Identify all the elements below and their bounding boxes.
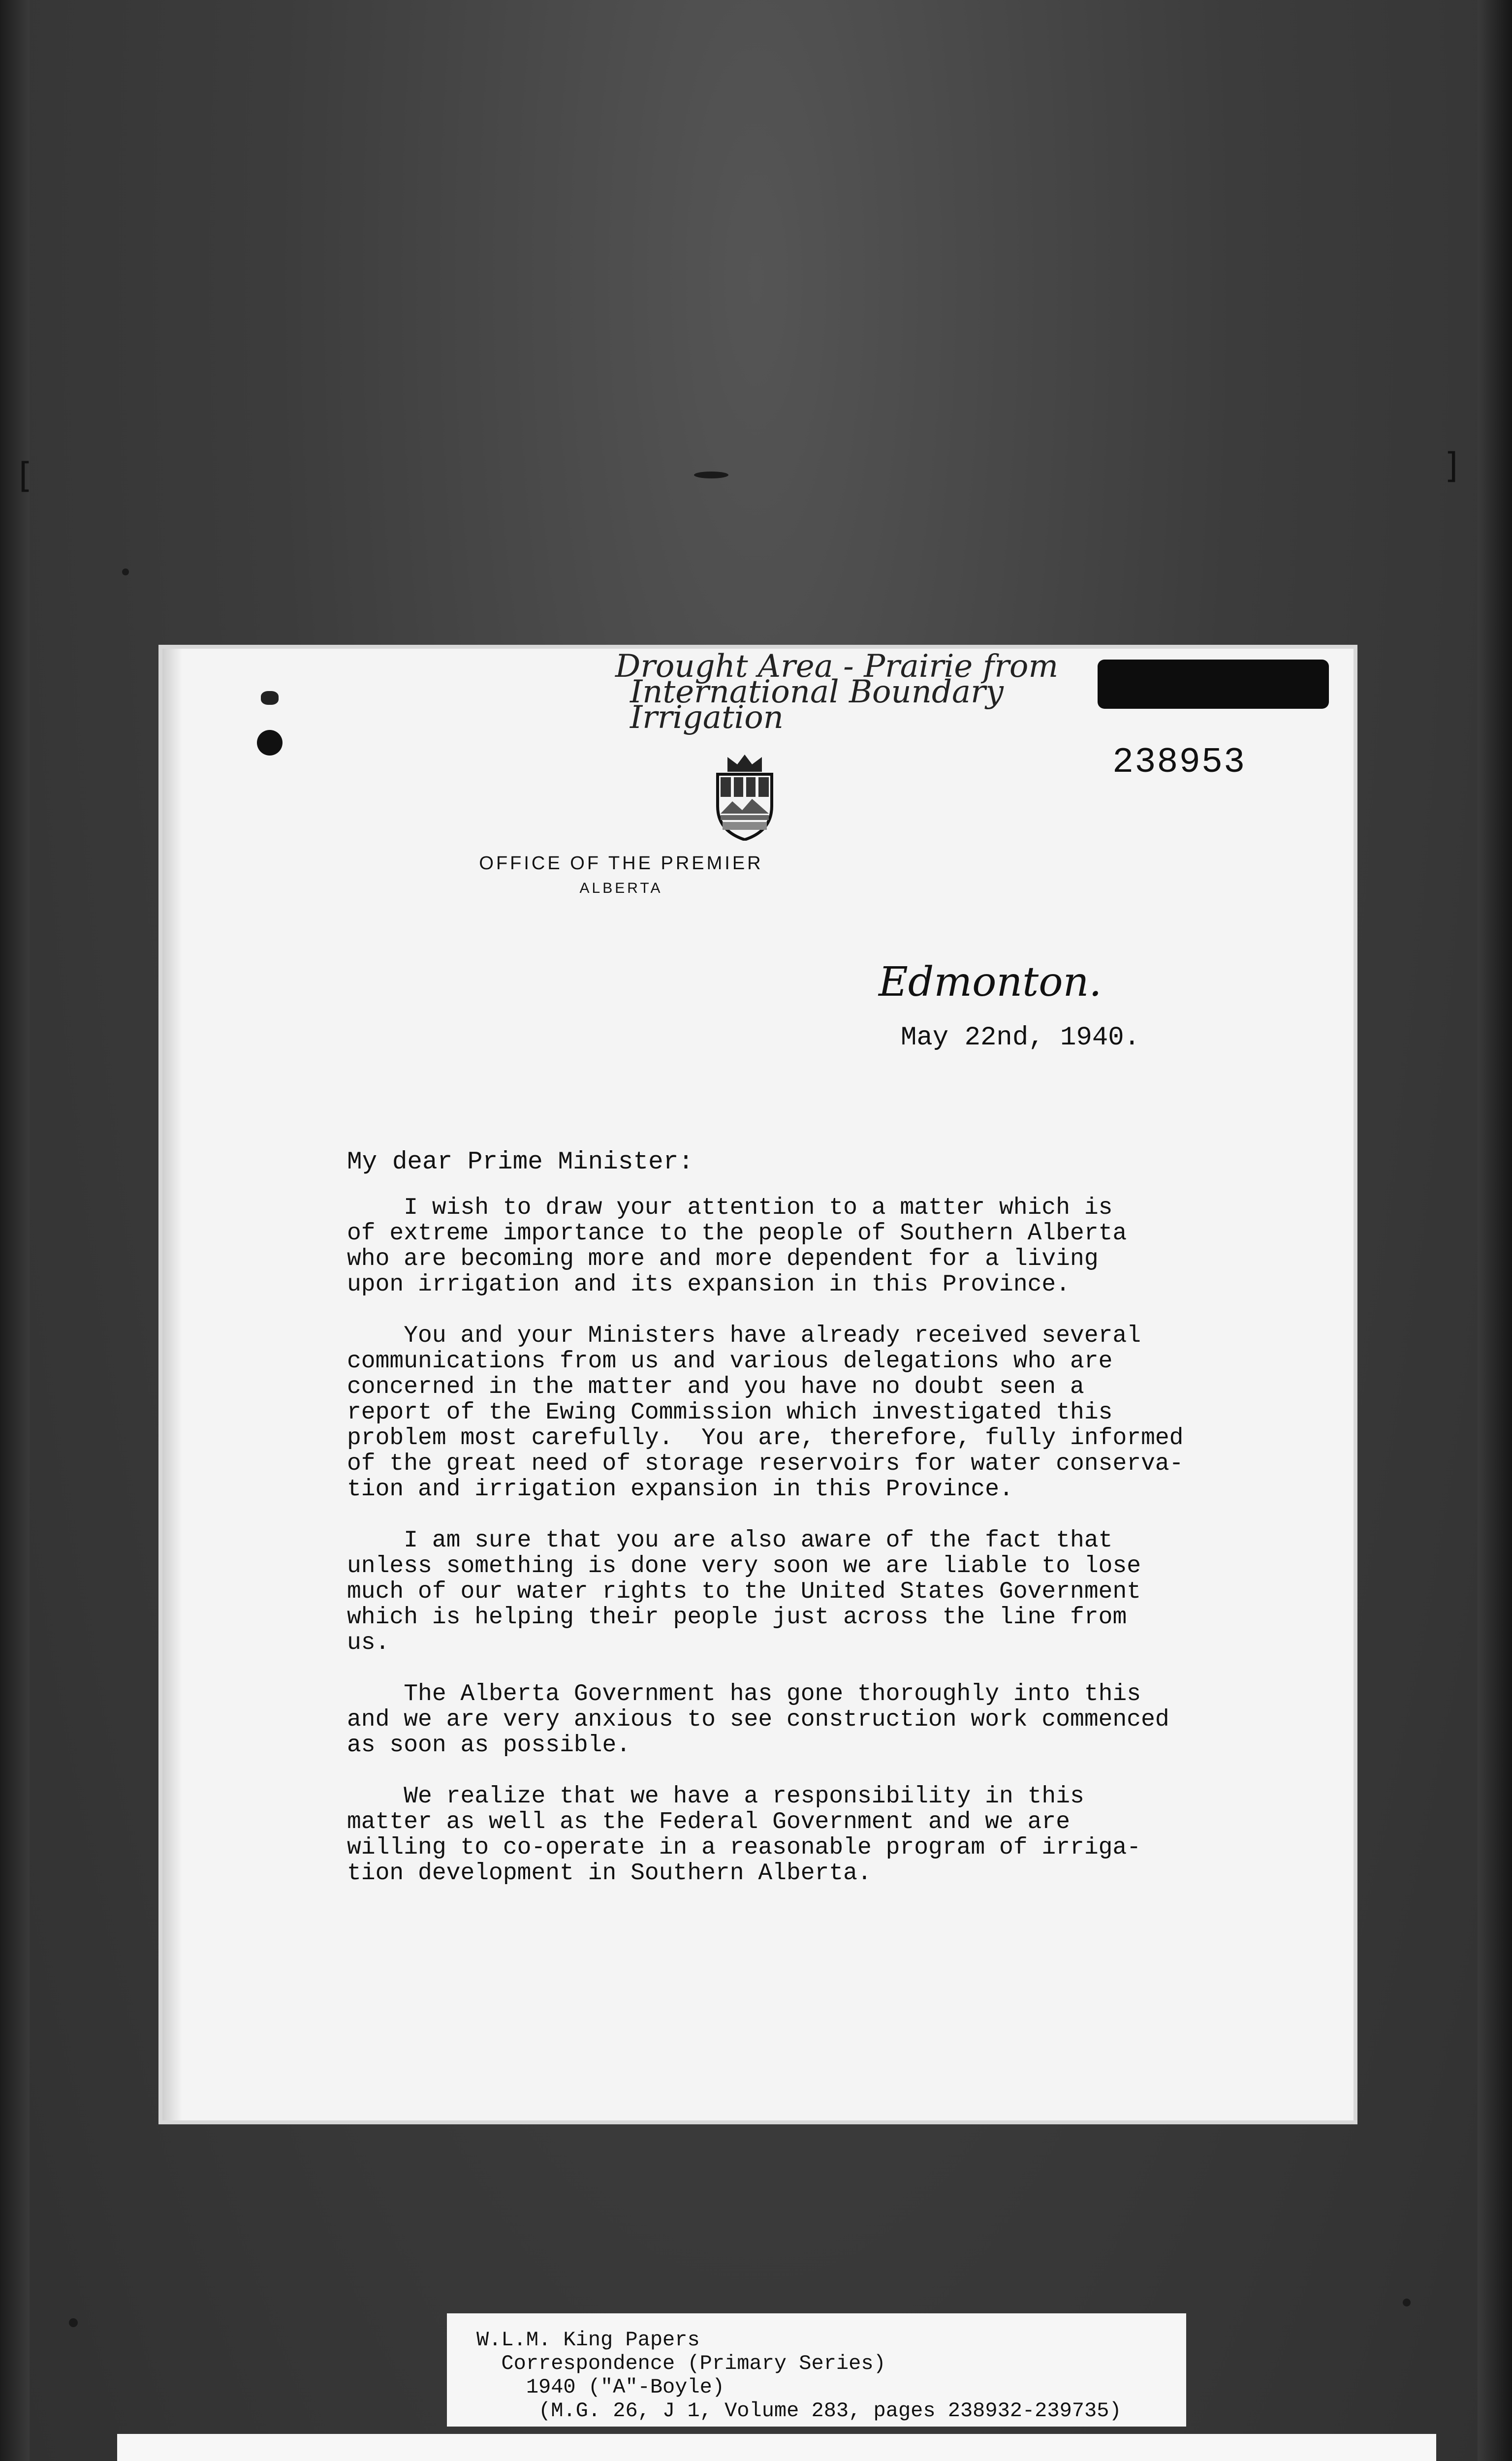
paragraph (347, 1681, 1282, 1758)
catalog-line: W.L.M. King Papers (476, 2328, 700, 2352)
punch-hole-top (261, 691, 279, 705)
handwritten-line: International Boundary (630, 674, 1004, 710)
catalog-line: Correspondence (Primary Series) (476, 2352, 886, 2375)
frame-mark-right: ] (1442, 445, 1463, 486)
text-line: upon irrigation and its expansion in this Province. (347, 1271, 1071, 1298)
letter-place: Edmonton. (879, 959, 1102, 1006)
film-speck (122, 568, 129, 575)
film-edge-right (1478, 0, 1512, 2461)
punch-hole (257, 730, 283, 756)
handwritten-line: Irrigation (630, 699, 784, 736)
text-line: I wish to draw your attention to a matter which is (347, 1195, 1113, 1221)
letter-body (347, 1195, 1282, 1912)
text-line: unless something is done very soon we are liable to lose (347, 1553, 1141, 1579)
catalog-line: 1940 ("A"-Boyle) (476, 2375, 725, 2399)
paragraph (347, 1323, 1282, 1502)
text-line: tion development in Southern Alberta. (347, 1860, 872, 1887)
film-scratch (694, 472, 728, 478)
paragraph (347, 1784, 1282, 1886)
alberta-crest-icon (708, 752, 782, 841)
archives-banner (117, 2434, 1436, 2461)
text-line: report of the Ewing Commission which investigated this (347, 1399, 1113, 1426)
text-line: matter as well as the Federal Government and we are (347, 1809, 1071, 1835)
text-line: us. (347, 1630, 390, 1656)
text-line: who are becoming more and more dependent for a living (347, 1246, 1099, 1272)
text-line: tion and irrigation expansion in this Province. (347, 1476, 1013, 1503)
film-speck (1403, 2299, 1411, 2306)
text-line: You and your Ministers have already received several (347, 1323, 1141, 1349)
text-line: willing to co-operate in a reasonable program of irriga- (347, 1834, 1141, 1861)
paragraph (347, 1195, 1282, 1297)
text-line: concerned in the matter and you have no doubt seen a (347, 1374, 1084, 1400)
salutation: My dear Prime Minister: (347, 1148, 693, 1176)
letterhead-subtitle: ALBERTA (579, 880, 663, 896)
redaction-mark (1098, 660, 1329, 709)
film-edge-left (0, 0, 30, 2461)
text-line: of the great need of storage reservoirs for water conserva- (347, 1451, 1184, 1477)
letterhead (162, 853, 1080, 897)
catalog-label (447, 2313, 1186, 2427)
handwritten-line: Drought Area - Prairie from (615, 648, 1059, 685)
catalog-line: (M.G. 26, J 1, Volume 283, pages 238932-239735) (476, 2399, 1122, 2423)
document-number: 238953 (1112, 742, 1246, 783)
text-line: problem most carefully. You are, therefore, fully informed (347, 1425, 1184, 1451)
text-line: as soon as possible. (347, 1732, 631, 1759)
text-line: which is helping their people just across the line from (347, 1604, 1127, 1631)
catalog-text (476, 2328, 1122, 2423)
film-speck (69, 2318, 78, 2327)
text-line: communications from us and various delegations who are (347, 1348, 1113, 1375)
letter-date: May 22nd, 1940. (901, 1023, 1140, 1053)
text-line: and we are very anxious to see construction work commenced (347, 1706, 1169, 1733)
text-line: of extreme importance to the people of Southern Alberta (347, 1220, 1127, 1247)
text-line: much of our water rights to the United States Government (347, 1578, 1141, 1605)
letterhead-title: OFFICE OF THE PREMIER (479, 853, 763, 874)
frame-mark-left: [ (14, 455, 35, 496)
text-line: We realize that we have a responsibility in this (347, 1783, 1084, 1810)
paragraph (347, 1528, 1282, 1656)
text-line: I am sure that you are also aware of the fact that (347, 1527, 1113, 1554)
text-line: The Alberta Government has gone thoroughly into this (347, 1681, 1141, 1707)
letter-page (162, 649, 1354, 2120)
